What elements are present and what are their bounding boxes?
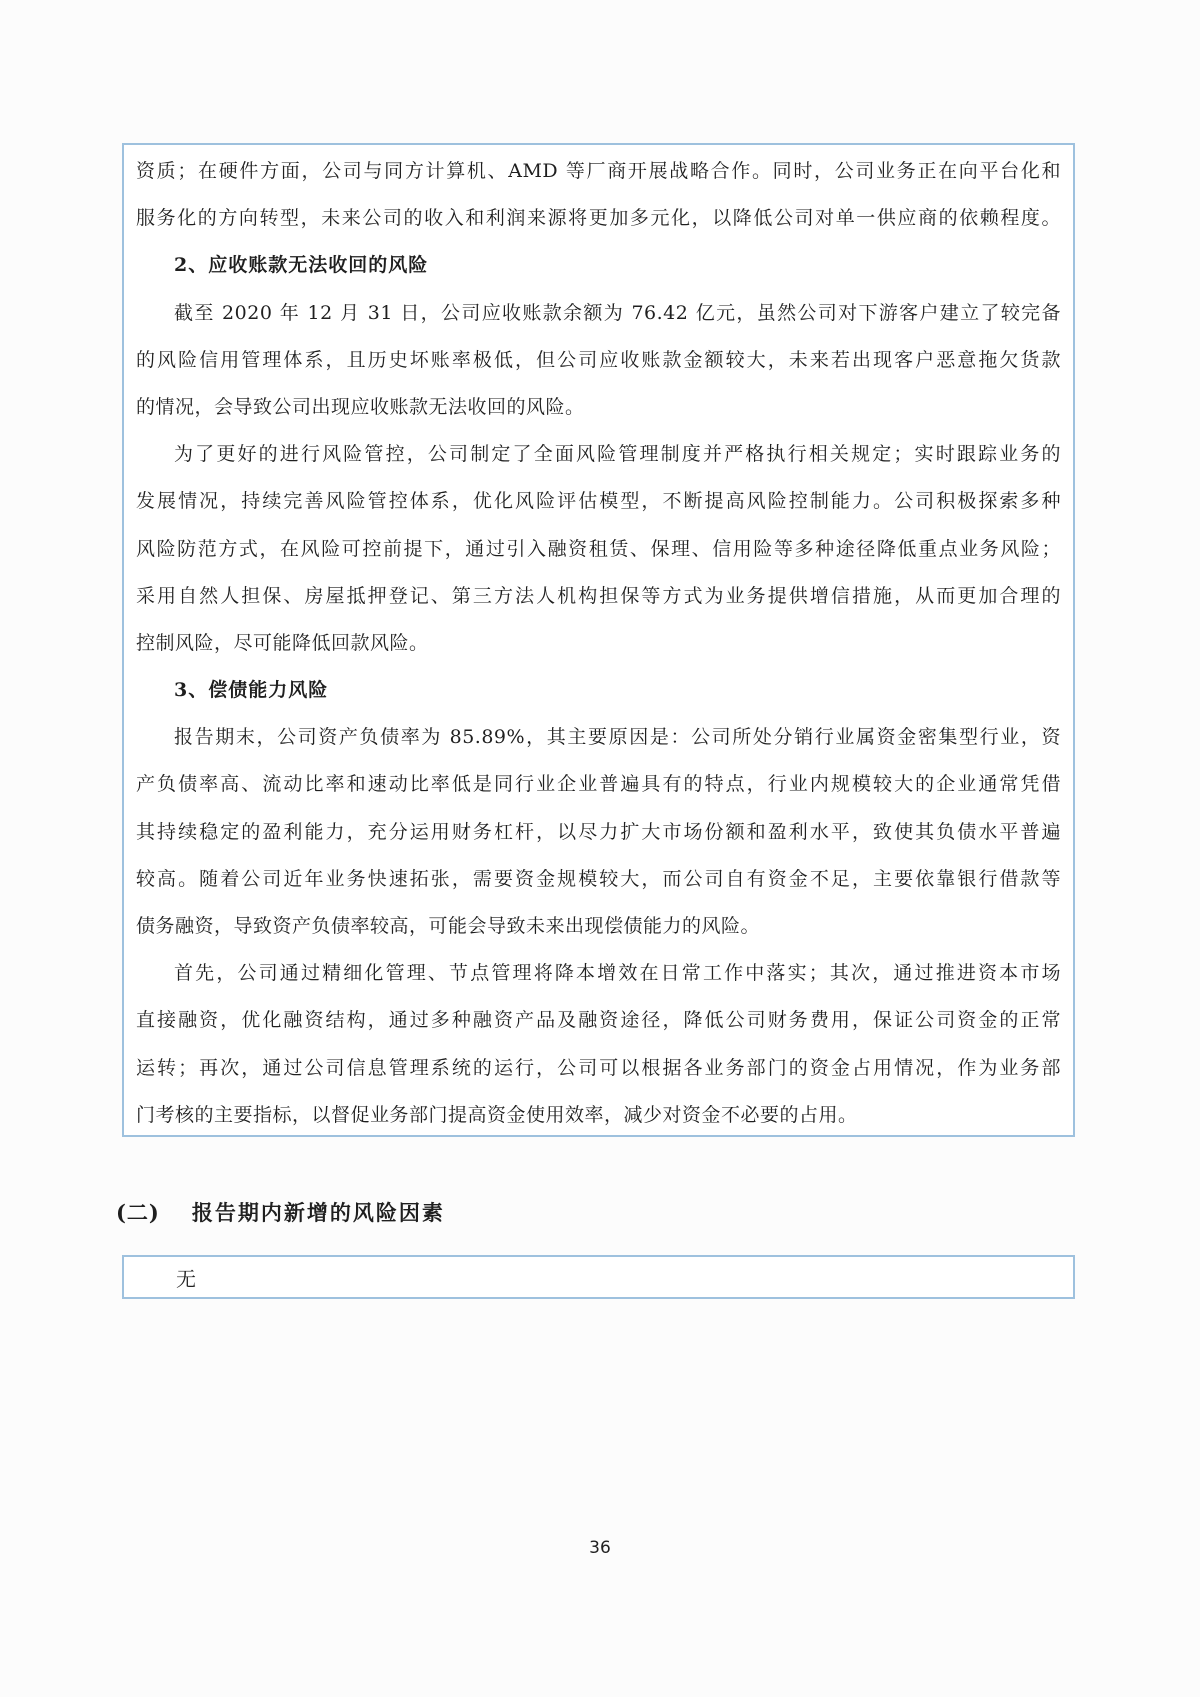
risk-subheading: 3、偿债能力风险 [174, 679, 329, 702]
text-line: 门考核的主要指标，以督促业务部门提高资金使用效率，减少对资金不必要的占用。 [136, 1103, 858, 1126]
new-risks-value: 无 [176, 1266, 196, 1291]
text-line: 风险防范方式，在风险可控前提下，通过引入融资租赁、保理、信用险等多种途径降低重点业务风险； [136, 537, 1061, 560]
text-line: 产负债率高、流动比率和速动比率低是同行业企业普遍具有的特点，行业内规模较大的企业通常凭借 [136, 773, 1061, 796]
risk-subheading: 2、应收账款无法收回的风险 [174, 254, 429, 277]
section-heading [116, 1196, 1076, 1230]
text-line: 的情况，会导致公司出现应收账款无法收回的风险。 [136, 395, 585, 418]
text-line: 截至 2020 年 12 月 31 日，公司应收账款余额为 76.42 亿元，虽然公司对下游客户建立了较完备 [174, 301, 1061, 324]
text-line: 控制风险，尽可能降低回款风险。 [136, 631, 429, 654]
text-line: 运转；再次，通过公司信息管理系统的运行，公司可以根据各业务部门的资金占用情况，作为业务部 [136, 1056, 1061, 1079]
new-risks-text-box [122, 1255, 1075, 1299]
text-line: 采用自然人担保、房屋抵押登记、第三方法人机构担保等方式为业务提供增信措施，从而更加合理的 [136, 584, 1061, 607]
text-line: 为了更好的进行风险管控，公司制定了全面风险管理制度并严格执行相关规定；实时跟踪业务的 [174, 443, 1061, 466]
section-heading-numbering: (二) [116, 1200, 160, 1225]
text-line: 首先，公司通过精细化管理、节点管理将降本增效在日常工作中落实；其次，通过推进资本市场 [174, 962, 1061, 985]
text-line: 发展情况，持续完善风险管控体系，优化风险评估模型，不断提高风险控制能力。公司积极探索多种 [136, 490, 1061, 513]
text-line: 较高。随着公司近年业务快速拓张，需要资金规模较大，而公司自有资金不足，主要依靠银行借款等 [136, 867, 1061, 890]
text-line: 直接融资，优化融资结构，通过多种融资产品及融资途径，降低公司财务费用，保证公司资金的正常 [136, 1009, 1061, 1032]
risk-factors-text-box [122, 143, 1075, 1137]
text-line: 债务融资，导致资产负债率较高，可能会导致未来出现偿债能力的风险。 [136, 915, 761, 937]
page-number: 36 [589, 1538, 611, 1558]
risk-box-content [136, 148, 1061, 1137]
text-line: 其持续稳定的盈利能力，充分运用财务杠杆，以尽力扩大市场份额和盈利水平，致使其负债水平普遍 [136, 820, 1061, 843]
section-heading-title: 报告期内新增的风险因素 [191, 1200, 445, 1225]
text-line: 资质；在硬件方面，公司与同方计算机、AMD 等厂商开展战略合作。同时，公司业务正在向平台化和 [136, 160, 1061, 182]
text-line: 报告期末，公司资产负债率为 85.89%，其主要原因是：公司所处分销行业属资金密集型行业，资 [174, 726, 1061, 749]
text-line: 服务化的方向转型，未来公司的收入和利润来源将更加多元化，以降低公司对单一供应商的依赖程度。 [136, 207, 1061, 230]
text-line: 的风险信用管理体系，且历史坏账率极低，但公司应收账款金额较大，未来若出现客户恶意拖欠货款 [136, 348, 1061, 371]
